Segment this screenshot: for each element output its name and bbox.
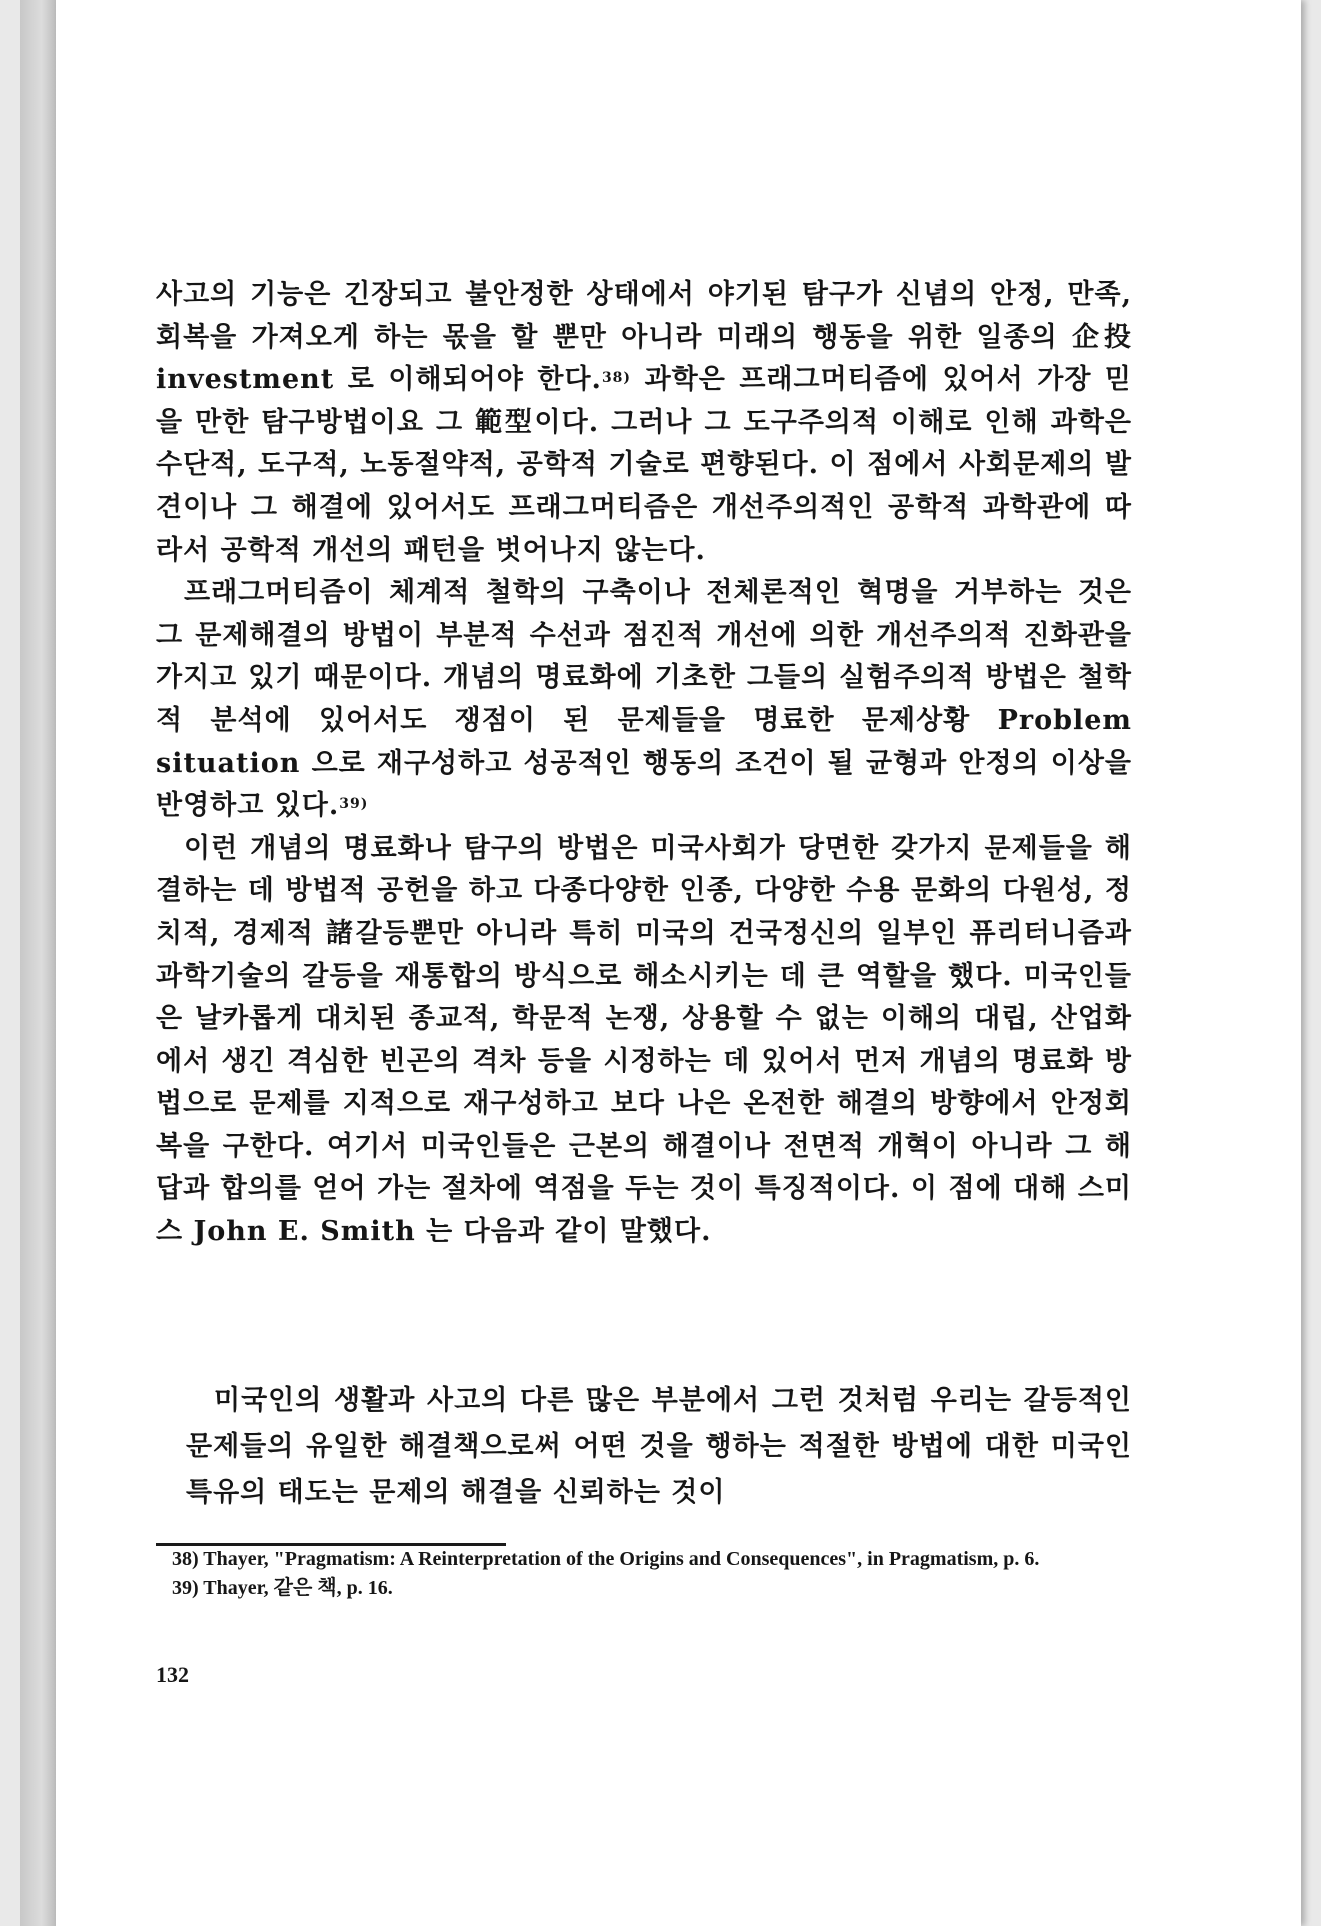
page-number: 132 xyxy=(156,1662,189,1687)
footnote-ref-39: 39) xyxy=(339,796,369,813)
paragraph-1-tail: 과학은 프래그머티즘에 있어서 가장 믿을 만한 탐구방법이요 그 範型이다. 그러나 그 도구주의적 이해로 인해 과학은 수단적, 도구적, 노동절약적, 공학적 기술로 편향된다. 이 점에서 사회문제의 발견이나 그 해결에 있어서도 프래그머티즘은 개선주의적인 공학적 과학관에 따라서 공학적 개선의 패턴을 벗어나지 않는다. xyxy=(156,364,1133,566)
body-text xyxy=(156,274,1132,1254)
paragraph-3-text: 이런 개념의 명료화나 탐구의 방법은 미국사회가 당면한 갖가지 문제들을 해결하는 데 방법적 공헌을 하고 다종다양한 인종, 다양한 수용 문화의 다원성, 정치적, 경제적 諸갈등뿐만 아니라 특히 미국의 건국정신의 일부인 퓨리터니즘과 과학기술의 갈등을 재통합의 방식으로 해소시키는 데 큰 역할을 했다. 미국인들은 날카롭게 대치된 종교적, 학문적 논쟁, 상용할 수 없는 이해의 대립, 산업화에서 생긴 격심한 빈곤의 격차 등을 시정하는 데 있어서 먼저 개념의 명료화 방법으로 문제를 지적으로 재구성하고 보다 나은 온전한 해결의 방향에서 안정회복을 구한다. 여기서 미국인들은 근본의 해결이나 전면적 개혁이 아니라 그 해답과 합의를 얻어 가는 절차에 역점을 두는 것이 특징적이다. 이 점에 대해 스미스 John E. Smith 는 다음과 같이 말했다. xyxy=(156,832,1132,1248)
paragraph-2 xyxy=(156,572,1132,828)
footnote-ref-38: 38) xyxy=(601,370,632,387)
footnotes xyxy=(156,1545,1132,1603)
paragraph-3 xyxy=(156,828,1132,1254)
paragraph-1 xyxy=(156,274,1132,572)
paragraph-1-text: 사고의 기능은 긴장되고 불안정한 상태에서 야기된 탐구가 신념의 안정, 만족, 회복을 가져오게 하는 몫을 할 뿐만 아니라 미래의 행동을 위한 일종의 企投 investment 로 이해되어야 한다. xyxy=(156,279,1132,396)
footnote-39: 39) Thayer, 같은 책, p. 16. xyxy=(172,1577,393,1599)
block-quote: 미국인의 생활과 사고의 다른 많은 부분에서 그런 것처럼 우리는 갈등적인 문제들의 유일한 해결책으로써 어떤 것을 행하는 적절한 방법에 대한 미국인 특유의 태도는 문제의 해결을 신뢰하는 것이 xyxy=(186,1385,1132,1508)
footnote-38: 38) Thayer, "Pragmatism: A Reinterpretation of the Origins and Consequences", in Pragmatism, p. 6. xyxy=(172,1548,1040,1570)
paragraph-2-text: 프래그머티즘이 체계적 철학의 구축이나 전체론적인 혁명을 거부하는 것은 그 문제해결의 방법이 부분적 수선과 점진적 개선에 의한 개선주의적 진화관을 가지고 있기 때문이다. 개념의 명료화에 기초한 그들의 실험주의적 방법은 철학적 분석에 있어서도 쟁점이 된 문제들을 명료한 문제상황 Problem situation 으로 재구성하고 성공적인 행동의 조건이 될 균형과 안정의 이상을 반영하고 있다. xyxy=(156,577,1132,822)
page-edge xyxy=(20,0,57,1926)
